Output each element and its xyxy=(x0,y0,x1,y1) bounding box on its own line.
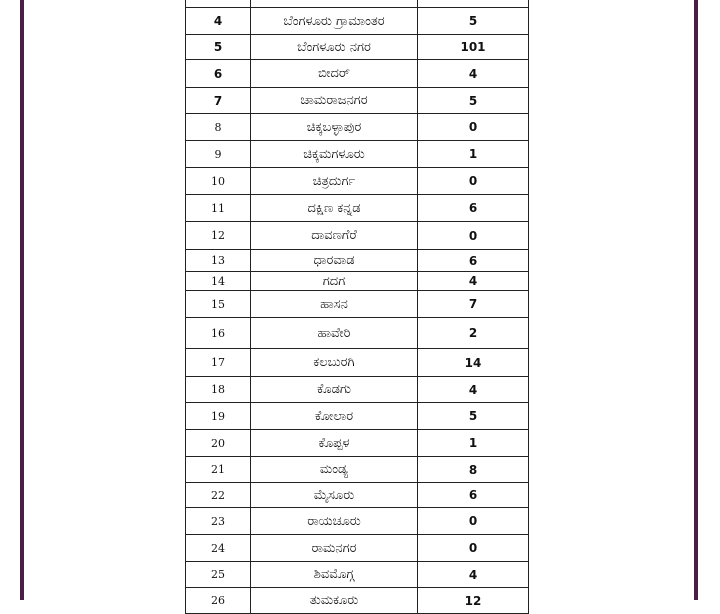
district-name: ಚಿಕ್ಕಮಗಳೂರು xyxy=(251,141,418,168)
table-row xyxy=(186,141,529,168)
table-row xyxy=(186,222,529,250)
case-count: 12 xyxy=(418,588,529,614)
district-name: ಹಾವೇರಿ xyxy=(251,318,418,349)
row-number: 26 xyxy=(186,588,251,614)
row-number xyxy=(186,0,251,8)
table-row xyxy=(186,535,529,562)
case-count: 6 xyxy=(418,195,529,222)
row-number: 23 xyxy=(186,508,251,535)
row-number: 12 xyxy=(186,222,251,250)
row-number: 17 xyxy=(186,349,251,377)
district-name: ಮೈಸೂರು xyxy=(251,483,418,508)
table-row xyxy=(186,457,529,483)
row-number: 21 xyxy=(186,457,251,483)
case-count: 6 xyxy=(418,483,529,508)
table-row xyxy=(186,60,529,88)
case-count: 4 xyxy=(418,60,529,88)
district-name: ಚಿಕ್ಕಬಳ್ಳಾಪುರ xyxy=(251,114,418,141)
district-name: ಬೀದರ್ xyxy=(251,60,418,88)
table-row xyxy=(186,430,529,457)
row-number: 4 xyxy=(186,8,251,35)
district-name: ಶಿವಮೊಗ್ಗ xyxy=(251,562,418,588)
row-number: 9 xyxy=(186,141,251,168)
row-number: 19 xyxy=(186,403,251,430)
district-name: ಚಿತ್ರದುರ್ಗ xyxy=(251,168,418,195)
district-name: ಬೆಂಗಳೂರು ಗ್ರಾಮಾಂತರ xyxy=(251,8,418,35)
case-count: 4 xyxy=(418,377,529,403)
row-number: 15 xyxy=(186,291,251,318)
case-count: 7 xyxy=(418,291,529,318)
table-row xyxy=(186,272,529,291)
table-row xyxy=(186,195,529,222)
case-count: 1 xyxy=(418,430,529,457)
district-name: ಗದಗ xyxy=(251,272,418,291)
row-number: 7 xyxy=(186,88,251,114)
row-number: 14 xyxy=(186,272,251,291)
case-count: 4 xyxy=(418,272,529,291)
table-row xyxy=(186,291,529,318)
case-count: 0 xyxy=(418,222,529,250)
case-count: 101 xyxy=(418,35,529,60)
case-count: 0 xyxy=(418,508,529,535)
district-name: ತುಮಕೂರು xyxy=(251,588,418,614)
page-border-left xyxy=(20,0,24,600)
table-row xyxy=(186,588,529,614)
table-row xyxy=(186,318,529,349)
case-count: 6 xyxy=(418,250,529,272)
table-row xyxy=(186,35,529,60)
row-number: 16 xyxy=(186,318,251,349)
row-number: 6 xyxy=(186,60,251,88)
case-count: 14 xyxy=(418,349,529,377)
table-row xyxy=(186,562,529,588)
district-name: ರಾಯಚೂರು xyxy=(251,508,418,535)
row-number: 18 xyxy=(186,377,251,403)
row-number: 13 xyxy=(186,250,251,272)
case-count: 5 xyxy=(418,88,529,114)
district-name: ಮಂಡ್ಯ xyxy=(251,457,418,483)
row-number: 25 xyxy=(186,562,251,588)
row-number: 8 xyxy=(186,114,251,141)
table-row xyxy=(186,250,529,272)
district-name: ಹಾಸನ xyxy=(251,291,418,318)
district-name xyxy=(251,0,418,8)
district-name: ಚಾಮರಾಜನಗರ xyxy=(251,88,418,114)
row-number: 24 xyxy=(186,535,251,562)
district-name: ಕೋಲಾರ xyxy=(251,403,418,430)
district-name: ದಾವಣಗೆರೆ xyxy=(251,222,418,250)
row-number: 10 xyxy=(186,168,251,195)
table-row xyxy=(186,8,529,35)
case-count: 8 xyxy=(418,457,529,483)
table-row xyxy=(186,403,529,430)
row-number: 5 xyxy=(186,35,251,60)
district-table xyxy=(185,0,529,614)
page-border-right xyxy=(694,0,698,600)
table-row xyxy=(186,508,529,535)
case-count: 0 xyxy=(418,168,529,195)
case-count: 4 xyxy=(418,562,529,588)
table-row xyxy=(186,0,529,8)
case-count: 0 xyxy=(418,535,529,562)
district-name: ರಾಮನಗರ xyxy=(251,535,418,562)
table-row xyxy=(186,114,529,141)
table-row xyxy=(186,168,529,195)
district-name: ಕೊಡಗು xyxy=(251,377,418,403)
case-count: 0 xyxy=(418,114,529,141)
row-number: 20 xyxy=(186,430,251,457)
district-name: ಬೆಂಗಳೂರು ನಗರ xyxy=(251,35,418,60)
district-name: ಕಲಬುರಗಿ xyxy=(251,349,418,377)
case-count: 5 xyxy=(418,8,529,35)
district-name: ಕೊಪ್ಪಳ xyxy=(251,430,418,457)
case-count: 5 xyxy=(418,403,529,430)
row-number: 11 xyxy=(186,195,251,222)
table-row xyxy=(186,349,529,377)
district-name: ದಕ್ಷಿಣ ಕನ್ನಡ xyxy=(251,195,418,222)
row-number: 22 xyxy=(186,483,251,508)
case-count: 2 xyxy=(418,318,529,349)
case-count: 1 xyxy=(418,141,529,168)
case-count xyxy=(418,0,529,8)
table-row xyxy=(186,88,529,114)
table-row xyxy=(186,377,529,403)
district-name: ಧಾರವಾಡ xyxy=(251,250,418,272)
table-row xyxy=(186,483,529,508)
